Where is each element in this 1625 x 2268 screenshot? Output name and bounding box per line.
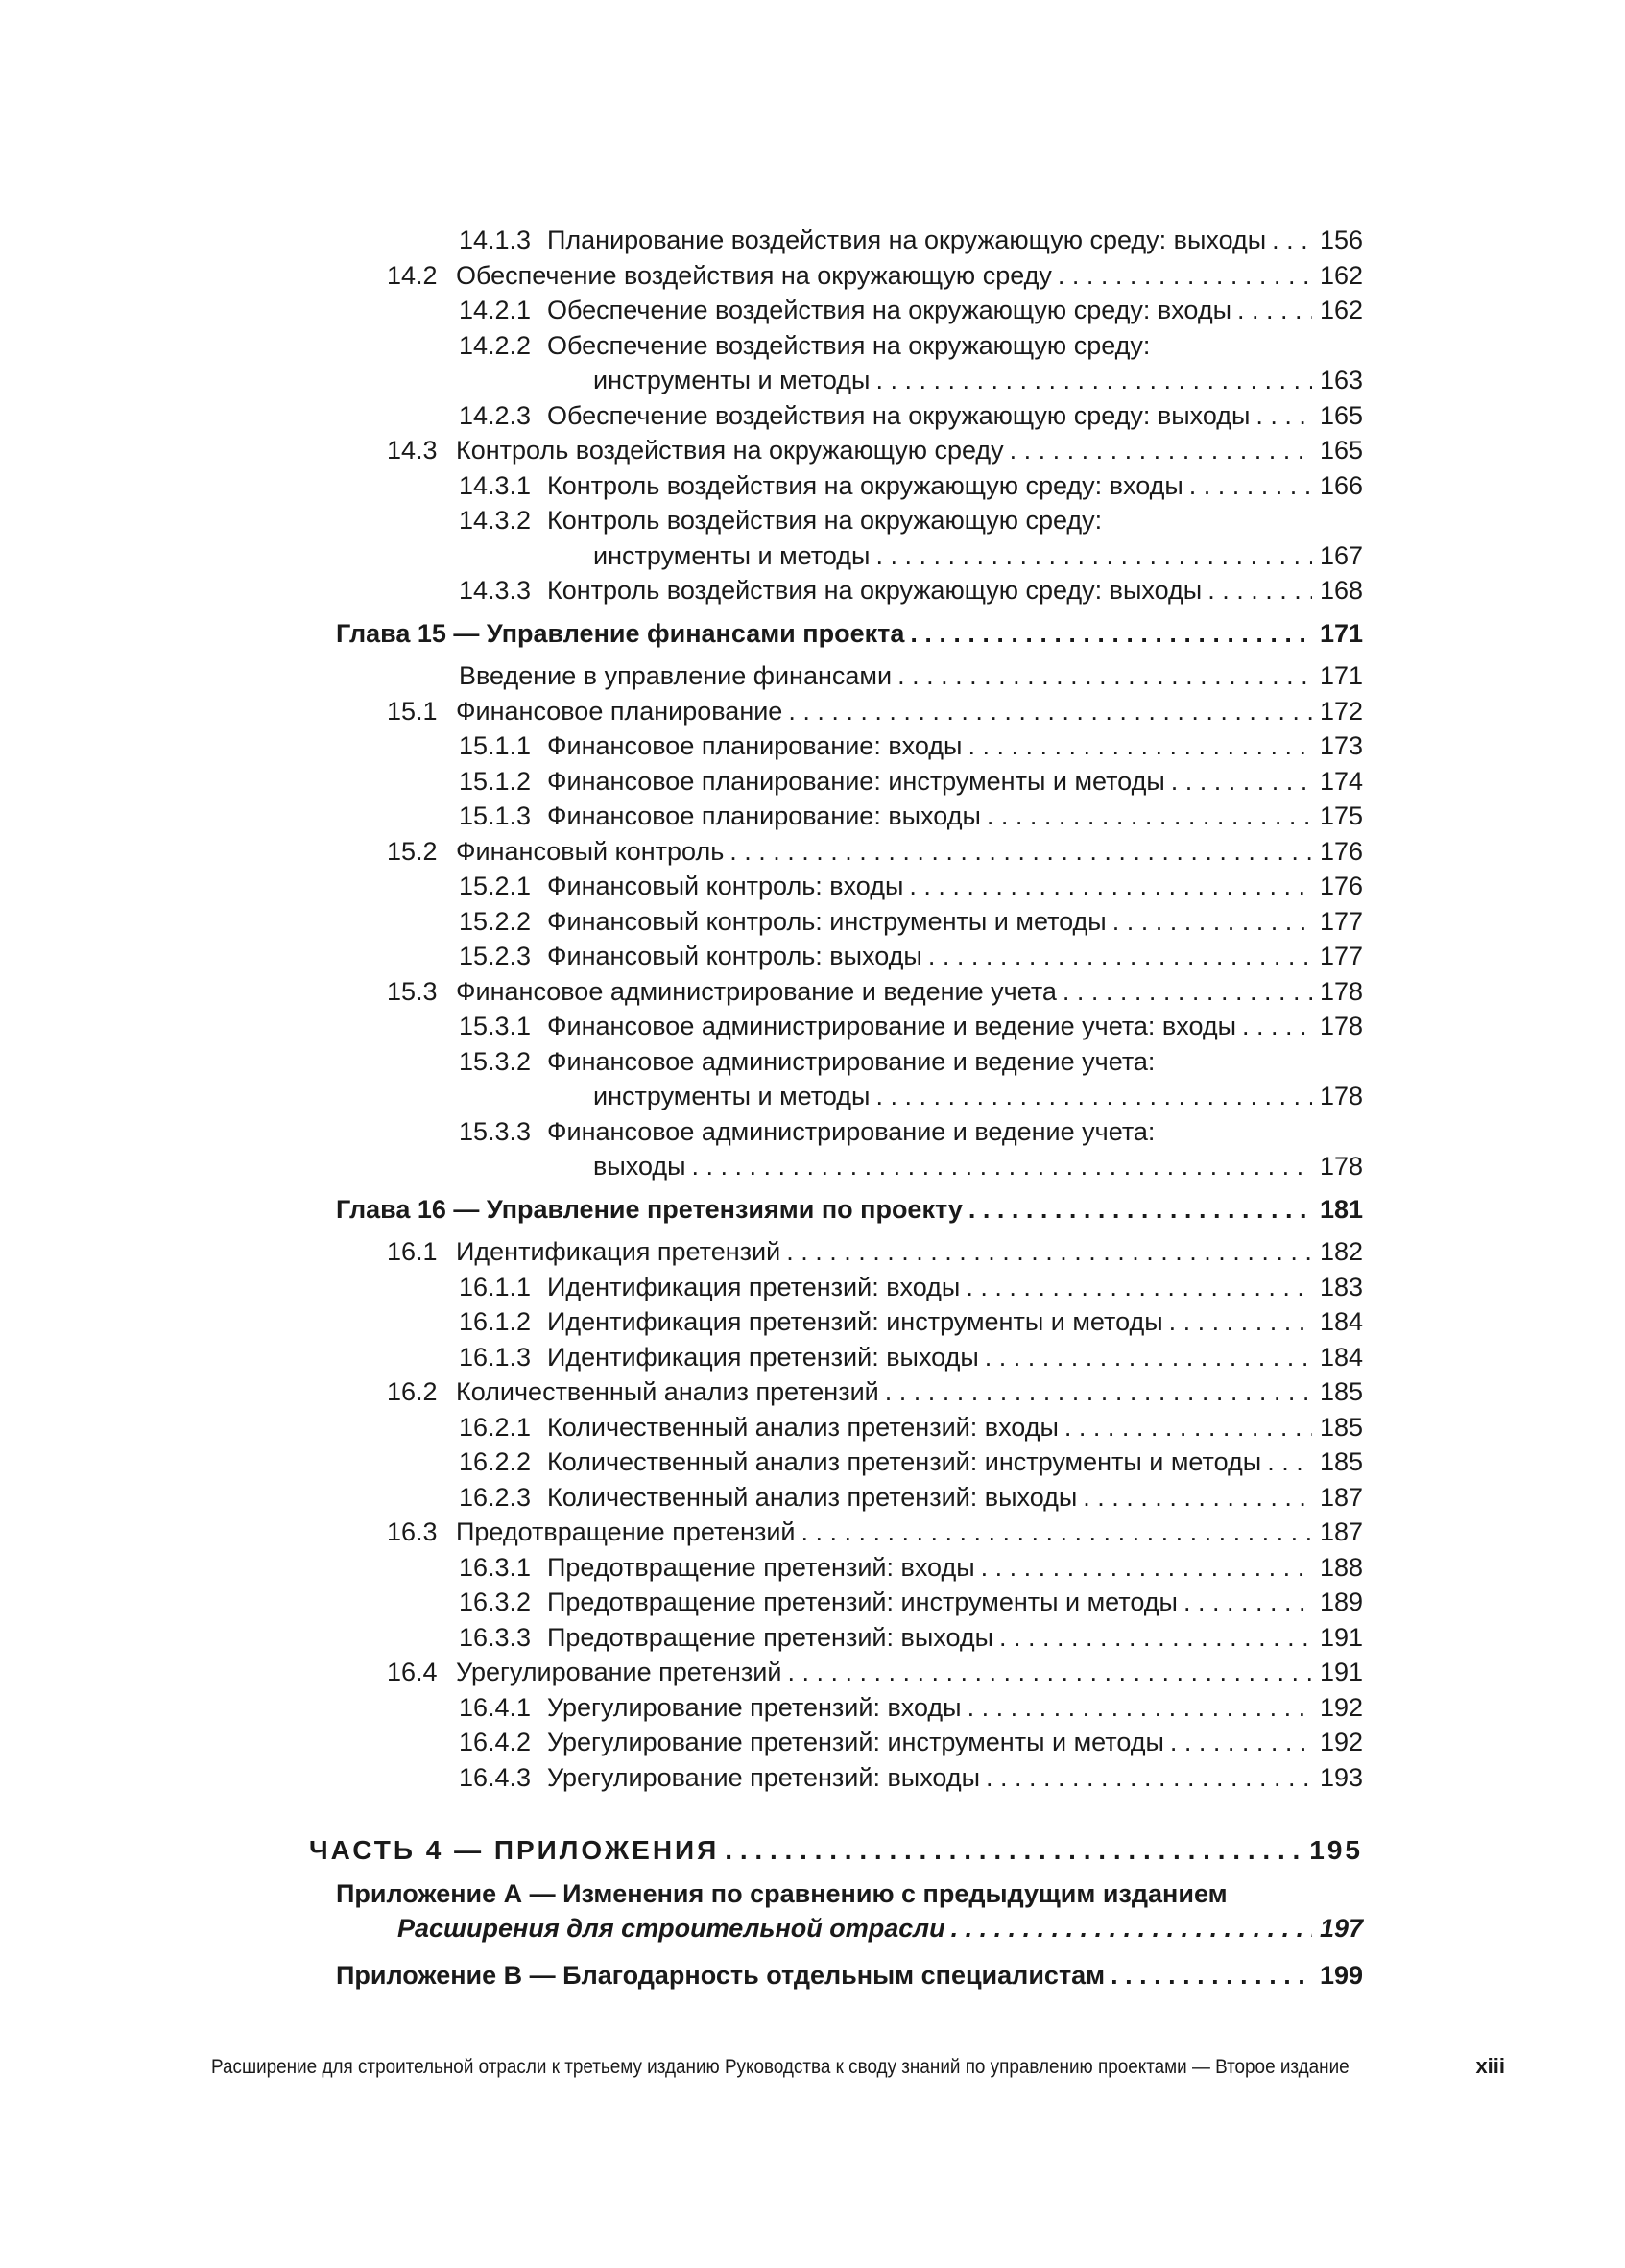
toc-entry[interactable] [459, 1304, 1363, 1339]
toc-entry-number: 15.2.3 [459, 942, 532, 970]
toc-entry-title: Идентификация претензий [456, 1237, 781, 1266]
toc-entry[interactable] [459, 869, 1363, 903]
toc-entry[interactable] [459, 1340, 1363, 1374]
toc-entry-number: 16.2 [387, 1377, 438, 1406]
dot-leader [910, 616, 1312, 651]
toc-entry-title: Предотвращение претензий: выходы [547, 1622, 994, 1652]
toc-entry-title: Финансовое планирование: входы [547, 731, 963, 760]
toc-entry[interactable] [459, 1620, 1363, 1655]
toc-entry-number: 16.3.2 [459, 1588, 532, 1616]
toc-entry[interactable] [459, 1725, 1363, 1759]
toc-entry-page: 188 [1319, 1552, 1363, 1582]
dot-leader [1112, 904, 1312, 939]
toc-entry-title: Введение в управление финансами [459, 661, 893, 690]
toc-entry-title: Предотвращение претензий [456, 1517, 796, 1546]
toc-entry-title: Количественный анализ претензий: инструменты и методы [547, 1447, 1262, 1476]
dot-leader [968, 728, 1311, 763]
toc-entry[interactable] [387, 433, 1363, 467]
page-footer [211, 2054, 1506, 2092]
dot-leader [788, 694, 1312, 728]
toc-entry-page: 162 [1319, 260, 1363, 290]
dot-leader [981, 1550, 1312, 1585]
toc-entry-page: 168 [1319, 576, 1363, 605]
dot-leader [1010, 433, 1312, 467]
toc-entry[interactable] [387, 1655, 1363, 1689]
toc-entry[interactable] [336, 1876, 1363, 1911]
toc-entry-number: 14.3.1 [459, 470, 532, 500]
toc-entry[interactable] [459, 1410, 1363, 1444]
toc-entry[interactable] [593, 1079, 1363, 1113]
toc-entry-number: 14.2.1 [459, 296, 532, 324]
dot-leader [986, 1760, 1312, 1795]
toc-entry-title: Контроль воздействия на окружающую среду: выходы [547, 576, 1203, 605]
toc-entry-title: Обеспечение воздействия на окружающую среду: входы [547, 296, 1232, 324]
toc-entry-number: 15.2.1 [459, 871, 532, 900]
dot-leader [909, 869, 1312, 903]
toc-entry-page: 172 [1319, 696, 1363, 726]
toc-entry[interactable] [459, 939, 1363, 973]
footer-text: Расширение для строительной отрасли к третьему изданию Руководства к своду знаний по управлению проектами — Второе издание [211, 2056, 1350, 2078]
toc-entry-title: Идентификация претензий: выходы [547, 1342, 979, 1372]
toc-entry-page: 187 [1319, 1517, 1363, 1546]
toc-entry-number: 16.2.2 [459, 1447, 532, 1476]
toc-entry-number: 16.1.1 [459, 1272, 532, 1301]
dot-leader [966, 1270, 1312, 1304]
dot-leader [968, 1192, 1312, 1227]
toc-entry[interactable] [387, 1234, 1363, 1269]
toc-entry-page: 193 [1319, 1762, 1363, 1792]
toc-entry[interactable] [459, 1585, 1363, 1619]
toc-entry[interactable] [459, 223, 1363, 257]
toc-entry-title: Финансовое администрирование и ведение учета [456, 976, 1057, 1006]
toc-entry-number: 15.2.2 [459, 906, 532, 936]
dot-leader [985, 1340, 1312, 1374]
toc-entry-page: 173 [1319, 731, 1363, 760]
toc-entry-title: Финансовое администрирование и ведение учета: входы [547, 1012, 1237, 1040]
toc-entry-page: 176 [1319, 871, 1363, 900]
toc-entry-title: Финансовый контроль: входы [547, 871, 904, 900]
toc-entry-page: 187 [1319, 1482, 1363, 1512]
toc-entry[interactable] [593, 363, 1363, 397]
toc-entry[interactable] [309, 1833, 1363, 1868]
dot-leader [897, 658, 1312, 693]
toc-entry-number: 16.2.3 [459, 1482, 532, 1512]
dot-leader [885, 1374, 1312, 1409]
toc-entry[interactable] [593, 538, 1363, 573]
toc-entry-number: 16.3.1 [459, 1552, 532, 1582]
toc-entry-title: инструменты и методы [593, 540, 871, 570]
toc-entry[interactable] [387, 258, 1363, 293]
toc-entry-title: Глава 16 — Управление претензиями по проекту [336, 1194, 963, 1224]
toc-entry[interactable] [459, 1114, 1363, 1149]
toc-entry-title: Обеспечение воздействия на окружающую среду: [547, 330, 1151, 360]
toc-entry-title: Финансовое планирование: инструменты и методы [547, 766, 1165, 796]
toc-entry-page: 189 [1319, 1588, 1363, 1616]
toc-entry-page: 192 [1319, 1692, 1363, 1722]
toc-entry-page: 165 [1319, 436, 1363, 465]
toc-entry-number: 16.4.3 [459, 1762, 532, 1792]
toc-entry[interactable] [387, 694, 1363, 728]
toc-entry-page: 156 [1319, 226, 1363, 254]
dot-leader [801, 1515, 1312, 1549]
toc-entry[interactable] [387, 834, 1363, 869]
toc-entry-number: 15.3.2 [459, 1046, 532, 1076]
toc-entry-page: 185 [1319, 1377, 1363, 1406]
toc-entry-page: 178 [1319, 976, 1363, 1006]
toc-entry[interactable] [459, 1009, 1363, 1043]
toc-entry-page: 162 [1319, 296, 1363, 324]
toc-entry-title: Финансовое планирование [456, 696, 783, 726]
toc-entry-title: Глава 15 — Управление финансами проекта [336, 618, 905, 648]
toc-entry-number: 14.3 [387, 436, 438, 465]
toc-entry-page: 176 [1319, 836, 1363, 866]
dot-leader [1183, 1585, 1312, 1619]
toc-entry-page: 178 [1319, 1012, 1363, 1040]
toc-entry-number: 15.3.3 [459, 1116, 532, 1146]
dot-leader [1083, 1480, 1312, 1515]
toc-entry-number: 16.1.2 [459, 1307, 532, 1336]
toc-entry-number: 16.1.3 [459, 1342, 532, 1372]
toc-entry[interactable] [459, 468, 1363, 503]
toc-entry-number: 14.1.3 [459, 226, 532, 254]
toc-entry-title: инструменты и методы [593, 1082, 871, 1110]
dot-leader [1237, 293, 1312, 327]
toc-entry-title: Предотвращение претензий: инструменты и методы [547, 1588, 1178, 1616]
toc-entry-title: Количественный анализ претензий: входы [547, 1412, 1059, 1442]
toc-entry-title: Финансовый контроль: выходы [547, 942, 922, 970]
toc-entry-title: Контроль воздействия на окружающую среду: [547, 506, 1103, 535]
toc-entry[interactable] [459, 1690, 1363, 1725]
toc-entry-title: Идентификация претензий: входы [547, 1272, 961, 1301]
toc-entry[interactable] [459, 1044, 1363, 1079]
toc-entry-number: 15.3.1 [459, 1012, 532, 1040]
toc-entry-number: 14.2.3 [459, 400, 532, 430]
dot-leader [1063, 974, 1312, 1009]
toc-entry[interactable] [459, 1444, 1363, 1479]
dot-leader [725, 1833, 1302, 1868]
toc-entry-page: 165 [1319, 400, 1363, 430]
toc-entry-number: 14.2 [387, 260, 438, 290]
toc-entry-title: Финансовое администрирование и ведение учета: [547, 1116, 1156, 1146]
toc-entry-number: 16.4.2 [459, 1728, 532, 1756]
dot-leader [1171, 764, 1312, 799]
toc-entry-title: Финансовый контроль: инструменты и методы [547, 906, 1107, 936]
toc-entry[interactable] [459, 764, 1363, 799]
toc-entry-page: 191 [1319, 1622, 1363, 1652]
toc-entry-title: Контроль воздействия на окружающую среду [456, 436, 1004, 465]
toc-entry-number: 16.3.3 [459, 1622, 532, 1652]
dot-leader [1242, 1009, 1312, 1043]
toc-entry[interactable] [459, 728, 1363, 763]
toc-entry[interactable] [397, 1911, 1363, 1946]
toc-entry-page: 167 [1319, 540, 1363, 570]
dot-leader [1064, 1410, 1312, 1444]
toc-entry-title: Финансовое планирование: выходы [547, 801, 981, 830]
toc-entry[interactable] [336, 1958, 1363, 1993]
toc-entry-page: 163 [1319, 366, 1363, 394]
toc-entry[interactable] [593, 1149, 1363, 1183]
toc-entry-title: ЧАСТЬ 4 — ПРИЛОЖЕНИЯ [309, 1835, 720, 1865]
toc-entry-page: 181 [1319, 1194, 1363, 1224]
toc-entry-title: Урегулирование претензий: входы [547, 1692, 962, 1722]
toc-entry[interactable] [459, 1480, 1363, 1515]
toc-entry-page: 184 [1319, 1342, 1363, 1372]
toc-entry[interactable] [459, 1760, 1363, 1795]
toc-entry-title: выходы [593, 1152, 686, 1181]
toc-entry[interactable] [459, 1270, 1363, 1304]
toc-entry-page: 171 [1319, 618, 1363, 648]
dot-leader [875, 1079, 1311, 1113]
dot-leader [999, 1620, 1312, 1655]
toc-entry-number: 15.1.3 [459, 801, 532, 830]
toc-entry-page: 184 [1319, 1307, 1363, 1336]
toc-entry-title: Приложение А — Изменения по сравнению с предыдущим изданием [336, 1878, 1228, 1908]
page-number: xiii [1475, 2054, 1506, 2078]
toc-entry-page: 191 [1319, 1658, 1363, 1686]
toc-entry-number: 16.4 [387, 1658, 438, 1686]
toc-entry-page: 177 [1319, 906, 1363, 936]
toc-entry[interactable] [459, 1550, 1363, 1585]
toc-entry-page: 177 [1319, 942, 1363, 970]
dot-leader [692, 1149, 1312, 1183]
toc-entry-title: Урегулирование претензий: инструменты и методы [547, 1728, 1164, 1756]
toc-entry-number: 14.3.3 [459, 576, 532, 605]
toc-entry-page: 197 [1319, 1914, 1363, 1943]
toc-entry-title: Финансовое администрирование и ведение учета: [547, 1046, 1156, 1076]
toc-entry[interactable] [459, 658, 1363, 693]
toc-entry[interactable] [387, 974, 1363, 1009]
toc-entry-title: Количественный анализ претензий: выходы [547, 1482, 1078, 1512]
toc-entry-number: 15.1.1 [459, 731, 532, 760]
toc-entry-page: 178 [1319, 1152, 1363, 1181]
toc-entry-number: 16.4.1 [459, 1692, 532, 1722]
toc-entry-page: 171 [1319, 661, 1363, 690]
toc-entry-page: 166 [1319, 470, 1363, 500]
toc-entry-number: 14.2.2 [459, 330, 532, 360]
toc-entry[interactable] [459, 398, 1363, 433]
toc-entry-title: Урегулирование претензий [456, 1658, 782, 1686]
toc-entry[interactable] [459, 293, 1363, 327]
dot-leader [875, 538, 1311, 573]
toc-entry-number: 15.2 [387, 836, 438, 866]
toc-entry[interactable] [459, 503, 1363, 537]
toc-entry-title: Обеспечение воздействия на окружающую среду [456, 260, 1052, 290]
toc-entry-number: 15.1 [387, 696, 438, 726]
toc-entry-number: 16.3 [387, 1517, 438, 1546]
toc-entry-number: 15.3 [387, 976, 438, 1006]
dot-leader [875, 363, 1311, 397]
toc-entry-number: 15.1.2 [459, 766, 532, 796]
dot-leader [729, 834, 1312, 869]
toc-entry[interactable] [459, 328, 1363, 363]
toc-entry[interactable] [387, 1515, 1363, 1549]
toc-entry-title: Обеспечение воздействия на окружающую среду: выходы [547, 400, 1251, 430]
toc-entry[interactable] [387, 1374, 1363, 1409]
dot-leader [968, 1690, 1312, 1725]
toc-entry-page: 178 [1319, 1082, 1363, 1110]
dot-leader [786, 1234, 1312, 1269]
toc-entry-page: 182 [1319, 1237, 1363, 1266]
dot-leader [928, 939, 1312, 973]
dot-leader [987, 799, 1312, 833]
toc-entry-title: Урегулирование претензий: выходы [547, 1762, 980, 1792]
toc-entry-page: 195 [1309, 1835, 1363, 1865]
toc-entry-title: Контроль воздействия на окружающую среду: входы [547, 470, 1183, 500]
toc-entry-title: инструменты и методы [593, 366, 871, 394]
dot-leader [1272, 223, 1312, 257]
dot-leader [1170, 1725, 1312, 1759]
toc-entry-page: 199 [1319, 1960, 1363, 1990]
toc-entry[interactable] [336, 616, 1363, 651]
dot-leader [1267, 1444, 1312, 1479]
toc-entry-page: 174 [1319, 766, 1363, 796]
toc-entry-title: Расширения для строительной отрасли [397, 1914, 945, 1943]
dot-leader [1255, 398, 1312, 433]
dot-leader [1058, 258, 1312, 293]
toc-entry[interactable] [459, 904, 1363, 939]
toc-entry-title: Предотвращение претензий: входы [547, 1552, 975, 1582]
toc-entry[interactable] [459, 799, 1363, 833]
toc-entry-number: 14.3.2 [459, 506, 532, 535]
toc-entry-title: Идентификация претензий: инструменты и методы [547, 1307, 1163, 1336]
toc-entry-title: Количественный анализ претензий [456, 1377, 879, 1406]
dot-leader [1169, 1304, 1312, 1339]
dot-leader [1189, 468, 1312, 503]
toc-entry-number: 16.1 [387, 1237, 438, 1266]
toc-entry-page: 183 [1319, 1272, 1363, 1301]
toc-entry-page: 185 [1319, 1412, 1363, 1442]
toc-entry[interactable] [459, 573, 1363, 608]
toc-entry-page: 185 [1319, 1447, 1363, 1476]
toc-entry-page: 175 [1319, 801, 1363, 830]
toc-entry-page: 192 [1319, 1728, 1363, 1756]
toc-entry[interactable] [336, 1192, 1363, 1227]
toc-entry-number: 16.2.1 [459, 1412, 532, 1442]
dot-leader [787, 1655, 1311, 1689]
toc-entry-title: Финансовый контроль [456, 836, 725, 866]
dot-leader [1111, 1958, 1312, 1993]
toc-entry-title: Приложение В — Благодарность отдельным специалистам [336, 1960, 1106, 1990]
dot-leader [951, 1911, 1312, 1946]
toc-entry-title: Планирование воздействия на окружающую среду: выходы [547, 226, 1267, 254]
dot-leader [1207, 573, 1312, 608]
